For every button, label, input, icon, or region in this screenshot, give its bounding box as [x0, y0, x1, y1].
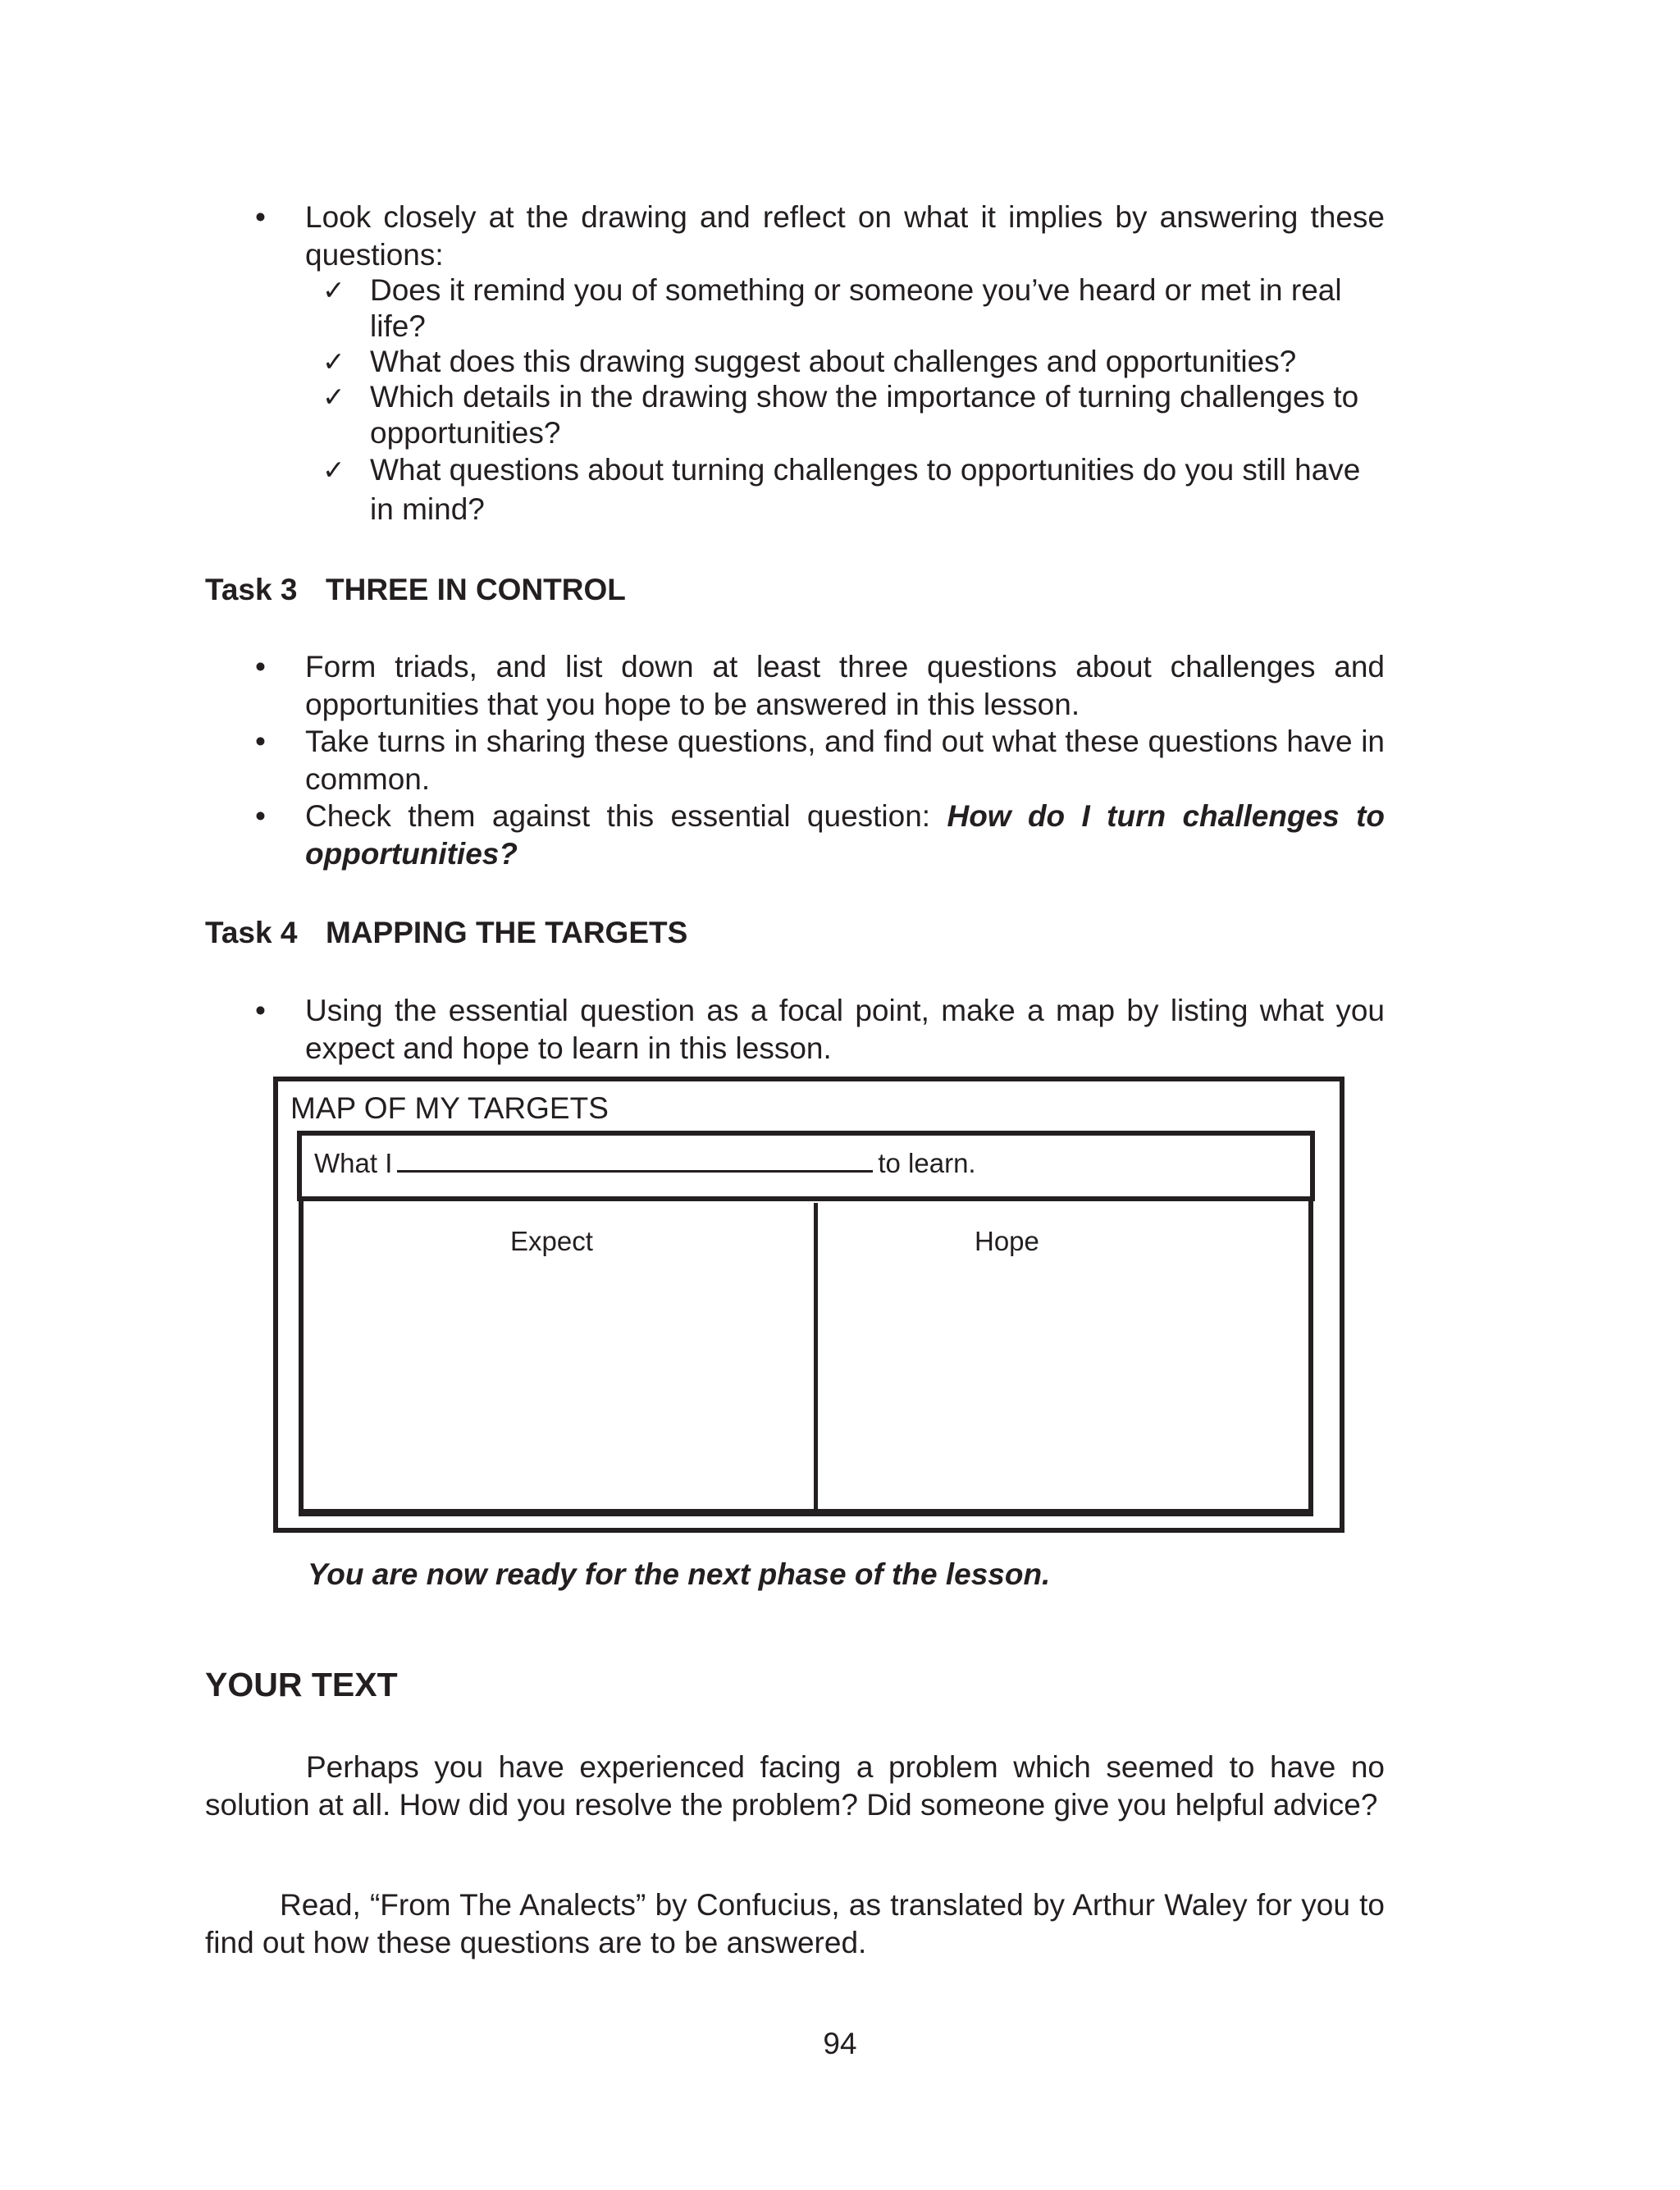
hope-column-header: Hope — [975, 1226, 1039, 1256]
map-prompt-end: to learn. — [878, 1148, 976, 1178]
checkmark-icon: ✓ — [322, 274, 345, 306]
task4-bullet — [255, 992, 1385, 1068]
bullet-marker: • — [255, 200, 266, 234]
your-text-paragraph-1: Perhaps you have experienced facing a problem which seemed to have no solution at all. How did you resolve the problem? Did someone give you helpful advice? — [205, 1750, 1385, 1822]
task3-bullet-3 — [255, 798, 1386, 873]
reflection-question-1 — [322, 272, 1385, 345]
checkmark-icon: ✓ — [322, 381, 345, 413]
checkmark-icon: ✓ — [322, 454, 345, 486]
expect-column-header: Expect — [510, 1226, 593, 1256]
checkmark-icon: ✓ — [322, 345, 345, 377]
task3-check-prefix: Check them against this essential question: — [305, 799, 931, 833]
task3-bullet-text: Take turns in sharing these questions, and find out what these questions have in common. — [305, 725, 1385, 796]
reflection-question-2 — [322, 344, 1385, 380]
reflection-question-3 — [322, 379, 1385, 451]
task4-bullet-text: Using the essential question as a focal point, make a map by listing what you expect and hope to learn in this lesson. — [305, 994, 1385, 1065]
reflection-question-4 — [322, 450, 1385, 529]
your-text-paragraph-2: Read, “From The Analects” by Confucius, as translated by Arthur Waley for you to find out how these questions are to be answered. — [205, 1888, 1385, 1959]
reflection-question-text: Which details in the drawing show the importance of turning challenges to opportunities? — [370, 380, 1359, 450]
map-prompt — [314, 1145, 976, 1180]
reflection-question-text: Does it remind you of something or someone you’ve heard or met in real life? — [370, 273, 1342, 343]
bullet-marker: • — [255, 994, 266, 1027]
task3-bullet-text: Form triads, and list down at least three questions about challenges and opportunities that you hope to be answered in this lesson. — [305, 650, 1385, 721]
fill-in-blank[interactable] — [397, 1145, 873, 1173]
expect-column-area[interactable] — [308, 1272, 804, 1502]
reflection-question-text: What does this drawing suggest about challenges and opportunities? — [370, 345, 1297, 378]
map-prompt-start: What I — [314, 1148, 393, 1178]
task3-bullet-1 — [255, 648, 1385, 724]
essential-question: How do I turn challenges to opportunities? — [305, 799, 1386, 871]
task4-number: Task 4 — [205, 916, 298, 949]
reflection-question-text: What questions about turning challenges to opportunities do you still have in mind? — [370, 453, 1361, 526]
map-title: MAP OF MY TARGETS — [290, 1091, 609, 1125]
page-number: 94 — [823, 2027, 857, 2060]
intro-bullet — [255, 199, 1385, 274]
bullet-marker: • — [255, 650, 266, 684]
column-divider — [814, 1203, 818, 1513]
task3-title: THREE IN CONTROL — [326, 573, 626, 606]
task4-title: MAPPING THE TARGETS — [326, 916, 688, 949]
bullet-marker: • — [255, 725, 266, 758]
task4-heading — [205, 914, 687, 952]
hope-column-area[interactable] — [824, 1272, 1303, 1502]
bullet-marker: • — [255, 799, 266, 833]
task3-heading — [205, 571, 626, 609]
ready-note: You are now ready for the next phase of the lesson. — [308, 1557, 1051, 1591]
your-text-heading: YOUR TEXT — [205, 1666, 398, 1703]
task3-bullet-2 — [255, 723, 1385, 798]
intro-bullet-text: Look closely at the drawing and reflect on what it implies by answering these questions: — [305, 200, 1385, 272]
task3-number: Task 3 — [205, 573, 298, 606]
